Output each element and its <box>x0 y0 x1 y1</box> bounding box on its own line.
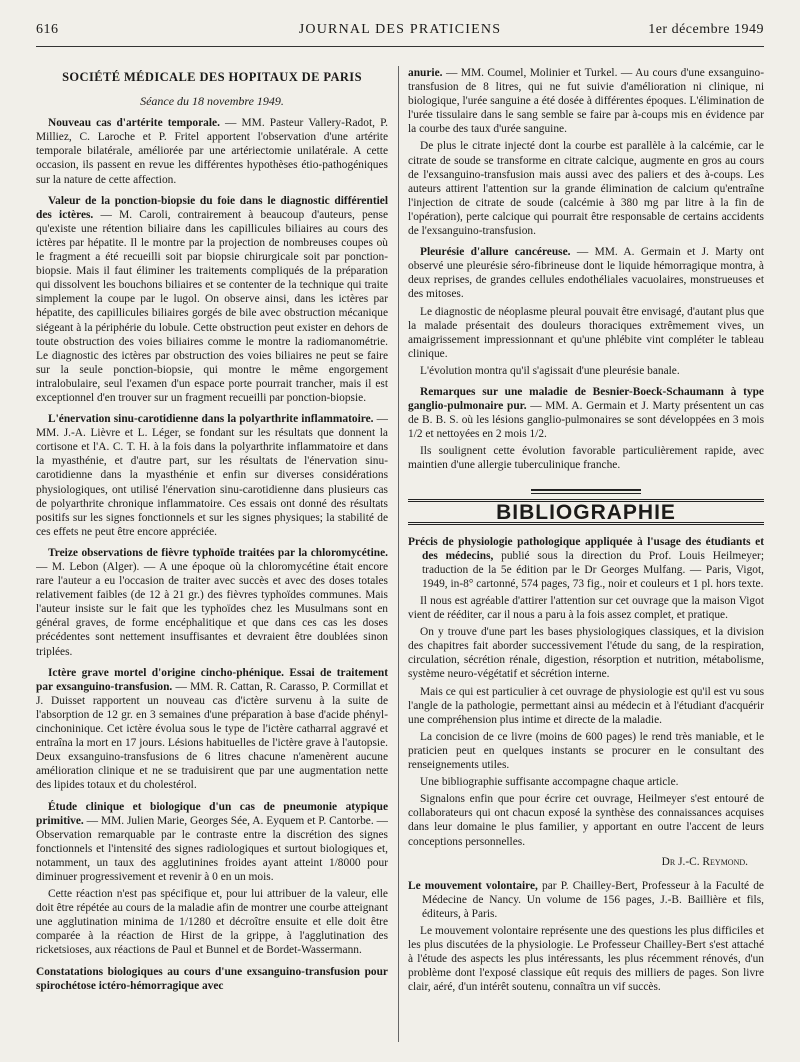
page-header <box>36 22 764 44</box>
decorative-rule <box>531 489 641 494</box>
book-entry-precis <box>408 535 764 591</box>
article-arterite <box>36 116 388 186</box>
article-text: — M. Lebon (Alger). — A une époque où la chloromycétine était encore rare l'auteur a eu l'occasion de traiter avec succès et avec des doses totales relativement faibles (de 12 à 21 gr.) des fièvres typhoïdes communes. Mais l'auteur insiste sur le fait que les typhoïdes chez les Musulmans sont en général graves, de forme encéphalitique et que dans ces cas les doses précédentes sont nettement insuffisantes et devraient être doublées sinon triplées. <box>36 561 388 658</box>
article-text: — M. Caroli, contrairement à beaucoup d'auteurs, pense qu'existe une rétention biliaire dans les capillicules biliaires au cours des ictères par hépatite. Il le montre par la projection de nombreuses coupes où le fragment a été recueilli soit par biopsie chirurgicale soit par ponction-biopsie. Mais il faut éliminer les traitements compliqués de la préparation qui dissolvent les bouchons biliaires et se contenter de la technique qui traite simplement la coupe par le lugol. On observe ainsi, dans les ictères par hépatite, des capillicules biliaires gorgés de bile avec obstruction mécanique siégeant à la périphérie du lobule. Cette obstruction peut exister en dehors de toute obstruction des voies biliaires comme le montre la radiomanométrie. Le diagnostic des ictères par obstruction des voies biliaires ne peut se faire sur la seule ponction-biopsie, qui montre le même engorgement intralobulaire, seul l'examen d'un espace porte pourrait trancher, mais il est exceptionnel d'en trouver sur un fragment recueilli par ponction-biopsie. <box>36 208 388 404</box>
article-enervation <box>36 412 388 539</box>
article-ponction-biopsie <box>36 194 388 405</box>
article-title: Remarques sur une maladie de Besnier-Boeck-Schaumann à type ganglio-pulmonaire pur. <box>408 385 764 413</box>
article-title: L'énervation sinu-carotidienne dans la polyarthrite inflammatoire. <box>48 413 374 426</box>
review-paragraph: Signalons enfin que pour écrire cet ouvrage, Heilmeyer s'est entouré de collaborateurs qui ont chacun exposé la synthèse des connaissances acquises dans leur domaine le plus familier, y apportant en outre l'accent de leurs conceptions personnelles. <box>408 793 764 848</box>
review-paragraph: On y trouve d'une part les bases physiologiques classiques, et la division des chapitres fait aborder successivement l'étude du sang, de la respiration, circulation, sécrétion rénale, digestion, résorption et nutrition, métabolisme, système neuro-végétatif et sécrétion interne. <box>408 626 764 681</box>
article-constatations <box>36 965 388 993</box>
article-title: Treize observations de fièvre typhoïde traitées par la chloromycétine. <box>48 546 388 559</box>
article-title: Nouveau cas d'artérite temporale. <box>48 117 220 130</box>
article-paragraph: Le diagnostic de néoplasme pleural pouvait être envisagé, d'autant plus que la malade présentait des douleurs thoraciques extrêmement vives, un amaigrissement impressionnant et qu'une phlébite vint compléter le tableau clinique. <box>408 305 764 360</box>
reviewer-signature: Dr J.-C. Reymond. <box>661 855 748 868</box>
book-entry-mouvement <box>408 879 764 921</box>
article-pneumonie <box>36 800 388 885</box>
article-besnier-boeck <box>408 385 764 441</box>
article-paragraph: L'évolution montra qu'il s'agissait d'une pleurésie banale. <box>420 364 680 377</box>
society-heading: SOCIÉTÉ MÉDICALE DES HOPITAUX DE PARIS <box>62 70 362 84</box>
article-ictere-grave <box>36 666 388 793</box>
article-text: — MM. J.-A. Lièvre et L. Léger, se fondant sur les résultats que donnent la cortisone et l'A. C. T. H. à la fois dans la polyarthrite inflammatoire et dans la myasthénie, et d'autre part, sur les résultats de l'énervation sinu-carotidienne dans la myasthénie et enfin sur diverses considérations physiologiques, ont utilisé l'énervation sinu-carotidienne dans plusieurs cas de polyarthrite chronique inflammatoire. Ces essais ont donné des résultats positifs sur les signes fonctionnels et sur les signes physiques; la stabilité de ces effets ne peut être encore appréciée. <box>36 413 388 538</box>
article-text: — MM. Pasteur Vallery-Radot, P. Milliez, C. Laroche et P. Fritel apportent l'observation d'une artérite temporale bilatérale, améliorée par une artériectomie unilatérale. A cette occasion, ils passent en revue les différentes hypothèses étio-pathogéniques sur la nature de cette affection. <box>36 117 388 186</box>
review-paragraph: Il nous est agréable d'attirer l'attention sur cet ouvrage que la maison Vigot vient de rééditer, car il nous a paru à la fois assez complet, et pratique. <box>408 595 764 622</box>
article-text: — MM. Julien Marie, Georges Sée, A. Eyquem et P. Cantorbe. — Observation remarquable par le contraste entre la discrétion des signes fonctionnels et l'intensité des signes radiologiques et surtout biologiques et, notamment, un taux des agglutinines froides ayant atteint 1/8000 pour diminuer progressivement et revenir à 0 en un mois. <box>36 814 388 883</box>
column-divider <box>398 66 399 1042</box>
article-title: Ictère grave mortel d'origine cincho-phénique. Essai de traitement par exsanguino-transfusion. <box>36 666 388 693</box>
article-title: Étude clinique et biologique d'un cas de pneumonie atypique primitive. <box>36 800 388 827</box>
page-number: 616 <box>36 22 59 37</box>
article-text: — MM. Coumel, Molinier et Turkel. — Au cours d'une exsanguino-transfusion de 8 litres, qui ne fut suivie d'amélioration ni clinique, ni biologique, l'urée sanguine a été dosée à différentes époques. L'élimination de l'urée tissulaire dans le sang semble se faire par à-coups mis en évidence par la courbe des taux d'urée sanguine. <box>408 67 764 136</box>
article-title: Valeur de la ponction-biopsie du foie dans le diagnostic différentiel des ictères. <box>36 194 388 221</box>
article-title: anurie. <box>408 67 443 79</box>
article-text: — MM. R. Cattan, R. Carasso, P. Cormillat et J. Duisset rapportent un nouveau cas d'ictère survenu à la suite de l'absorption de 12 gr. en 3 semaines d'une préparation à base d'acide phényl-cinchoninique. Cet ictère évolua sous le type de l'ictère catharral aggravé et entraîna la mort en 17 jours. Lésions habituelles de l'ictère grave à l'autopsie. Deux exsanguino-transfusions de 6 litres chacune n'amenèrent aucune amélioration clinique et ne se traduisirent que par une augmentation nette des lipides totaux et du cholestérol. <box>36 680 388 792</box>
header-rule <box>36 46 764 47</box>
review-paragraph: Le mouvement volontaire représente une des questions les plus difficiles et les plus discutées de la physiologie. Le Professeur Chailley-Bert s'est attaché à l'étude des aspects les plus intéressants, les plus récemment rénovés, d'un problème dont l'exposé classique eût requis des milliers de pages. Son livre clair, aéré, d'un intérêt soutenu, connaîtra un vif succès. <box>408 924 764 994</box>
bibliography-heading: BIBLIOGRAPHIE <box>408 499 764 525</box>
review-paragraph: La concision de ce livre (moins de 600 pages) le rend très maniable, et le praticien peut en quelques instants se procurer en le consultant des renseignements utiles. <box>408 730 764 772</box>
article-text: — MM. A. Germain et J. Marty présentent un cas de B. B. S. où les lésions ganglio-pulmonaires se sont développées en 3 mois 1/2 et nettoyées en 2 mois 1/2. <box>408 400 764 441</box>
bibliography-section <box>408 489 764 525</box>
article-pleuresie <box>408 245 764 301</box>
article-paragraph: Ils soulignent cette évolution favorable particulièrement rapide, avec maintien d'une allergie tuberculinique franche. <box>408 445 764 472</box>
article-paragraph: Cette réaction n'est pas spécifique et, pour lui attribuer de la valeur, elle doit être répétée au cours de la maladie afin de montrer une courbe atteignant une agglutination minima de 1/1280 et décroître ensuite et elle doit être comparée à la réaction de Hirst de la grippe, à l'agglutination des ricketsioses, aux réactions de Paul et Bunnel et de Bordet-Wassermann. <box>36 888 388 957</box>
left-column <box>36 66 388 1050</box>
review-paragraph: Mais ce qui est particulier à cet ouvrage de physiologie est qu'il est vu sous l'angle de la pathologie, permettant ainsi au médecin et à l'étudiant d'acquérir une compréhension plus intime et directe de la maladie. <box>408 685 764 726</box>
review-paragraph: Une bibliographie suffisante accompagne chaque article. <box>420 776 679 789</box>
book-title: Précis de physiologie pathologique appliquée à l'usage des étudiants et des médecins, <box>408 535 764 562</box>
article-fievre-typhoide <box>36 546 388 659</box>
journal-title: JOURNAL DES PRATICIENS <box>298 22 502 37</box>
book-title: Le mouvement volontaire, <box>408 879 538 892</box>
right-column <box>408 66 764 1050</box>
article-paragraph: De plus le citrate injecté dont la courbe est parallèle à la calcémie, car le citrate de soude se transforme en citrate calcique, augmente en gros au cours de l'exsanguino-transfusion mais aussi avec des paliers et des à-coups. Les auteurs attirent l'attention sur la grande élimination de calcium qu'entraîne l'injection de citrate de soude (calcémie à 380 mg par litre à la fin de l'opération), perte calcique qui pourrait être responsable de certains accidents de l'exsanguino-transfusion. <box>408 140 764 238</box>
article-text: — MM. A. Germain et J. Marty ont observé une pleurésie séro-fibrineuse dont le liquide hémorragique montra, à deux reprises, de grandes cellules endothéliales vacuolaires, monstrueuses et des mitoses. <box>408 246 764 301</box>
article-title: Constatations biologiques au cours d'une exsanguino-transfusion pour spirochétose ictéro-hémorragique avec <box>36 965 388 992</box>
book-details: publié sous la direction du Prof. Louis Heilmeyer; traduction de la 5e édition par le Dr Georges Mulfang. — Paris, Vigot, 1949, in-8° cartonné, 574 pages, 73 fig., noir et couleurs et 1 pl. hors texte. <box>422 549 764 590</box>
article-title: Pleurésie d'allure cancéreuse. <box>420 246 571 259</box>
issue-date: 1er décembre 1949 <box>648 22 764 37</box>
session-date: Séance du 18 novembre 1949. <box>140 94 284 109</box>
book-details: par P. Chailley-Bert, Professeur à la Faculté de Médecine de Nancy. Un volume de 156 pages, J.-B. Baillière et fils, éditeurs, à Paris. <box>422 879 764 920</box>
article-anurie <box>408 66 764 136</box>
